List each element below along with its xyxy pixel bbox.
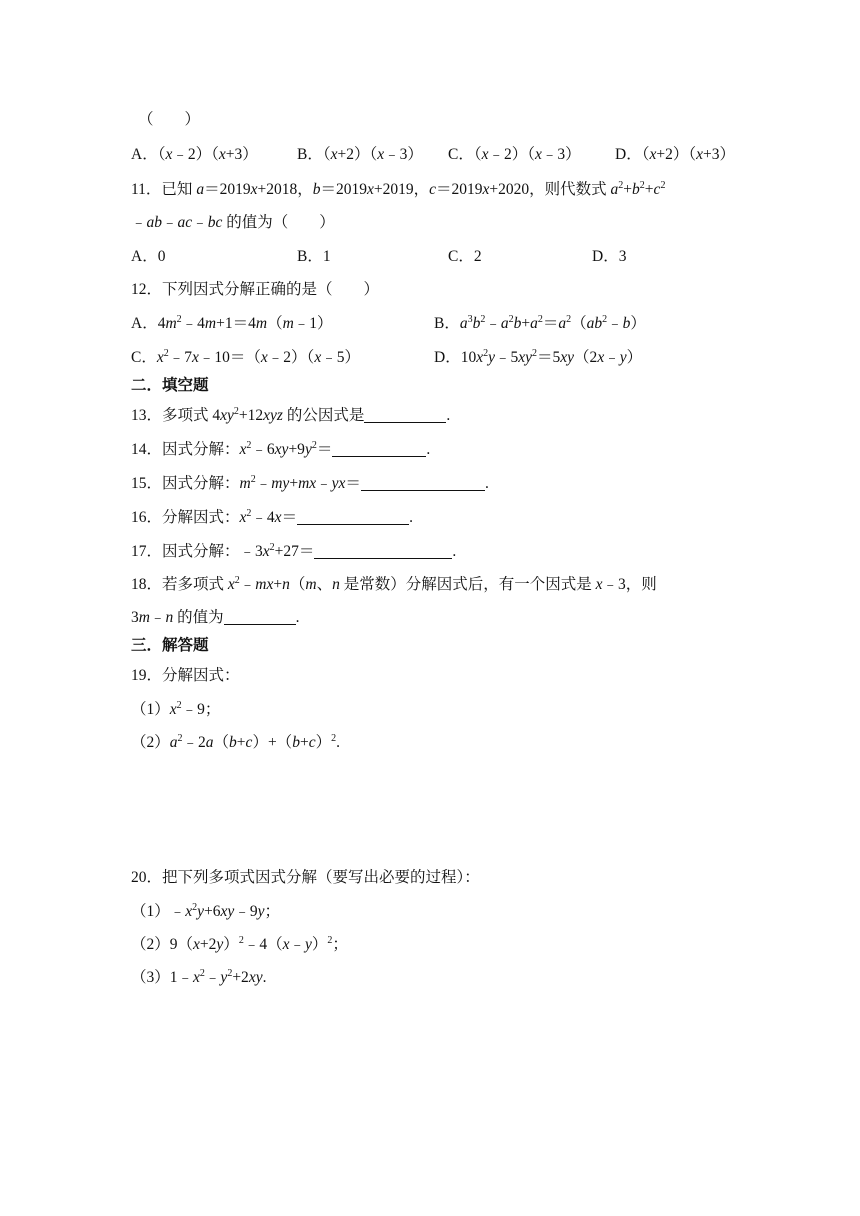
q13-blank[interactable]: [364, 407, 446, 423]
q10-option-a: A．（x﹣2）（x+3）: [131, 146, 258, 163]
q15-blank[interactable]: [361, 475, 485, 491]
q11-option-d: D．3: [592, 248, 627, 265]
q14-blank[interactable]: [332, 441, 426, 457]
q17: 17．因式分解：$﹣3x^2+27=$ .: [131, 542, 457, 560]
q10-answer-paren: （ ）: [138, 111, 201, 128]
q19-part2: $(2)a^2﹣2a(b+c)+(b+c)^2$.: [131, 733, 340, 751]
q11-option-b: B．1: [297, 248, 331, 265]
q20-part1: $(1)﹣x^2y+6xy﹣9y$；: [131, 902, 280, 920]
q17-blank[interactable]: [314, 543, 452, 559]
q20-part3: $(3)1﹣x^2﹣y^2+2xy$.: [131, 968, 267, 986]
section-solve-heading: 三．解答题: [131, 637, 209, 654]
q18-line1: 18．若多项式 $x^2﹣mx+n(m$、n 是常数）分解因式后，有一个因式是 x﹣3，则: [131, 575, 657, 593]
q12-option-d: D．$10x^2y﹣5xy^2=5xy(2x﹣y)$: [434, 348, 643, 366]
q20-stem: 20．把下列多项式因式分解（要写出必要的过程）：: [131, 869, 480, 886]
q16-blank[interactable]: [297, 509, 409, 525]
q16: 16．分解因式：$x^2﹣4x=$ .: [131, 508, 413, 526]
q10-option-b: B．（x+2）（x﹣3）: [297, 146, 423, 163]
q18-line2: 3m﹣n 的值为 .: [131, 609, 300, 626]
section-fill-in-heading: 二．填空题: [131, 377, 209, 394]
q20-part2: $(2)9(x+2y)^2﹣4(x﹣y)^2$；: [131, 935, 348, 953]
q19-stem: 19．分解因式：: [131, 667, 240, 684]
q12-option-b: B．$a^3b^2﹣a^2b+a^2=a^2(ab^2﹣b)$: [434, 314, 646, 332]
q10-option-c: C．（x﹣2）（x﹣3）: [448, 146, 581, 163]
q11-option-a: A．0: [131, 248, 166, 265]
q10-option-d: D．（x+2）（x+3）: [615, 146, 735, 163]
q18-blank[interactable]: [224, 609, 296, 625]
q13: 13．多项式 $4xy^2+12xyz$ 的公因式是 .: [131, 406, 451, 424]
q11-stem-line2: ﹣ab﹣ac﹣bc 的值为（ ）: [131, 214, 335, 231]
q11-option-c: C．2: [448, 248, 482, 265]
q11-stem-line1: 11．已知 a＝2019x+2018，b＝2019x+2019，c＝2019x+2020，则代数式 $a^2+b^2+c^2$: [131, 180, 666, 198]
q19-part1: $(1)x^2﹣9$；: [131, 700, 221, 718]
q15: 15．因式分解：$m^2﹣my+mx﹣yx=$ .: [131, 474, 489, 492]
q12-option-c: C．$x^2﹣7x﹣10=(x﹣2)(x﹣5)$: [131, 348, 360, 366]
q12-option-a: A．$4m^2﹣4m+1=4m(m﹣1)$: [131, 314, 333, 332]
q14: 14．因式分解：$x^2﹣6xy+9y^2=$ .: [131, 440, 431, 458]
q12-stem: 12．下列因式分解正确的是（ ）: [131, 281, 380, 298]
